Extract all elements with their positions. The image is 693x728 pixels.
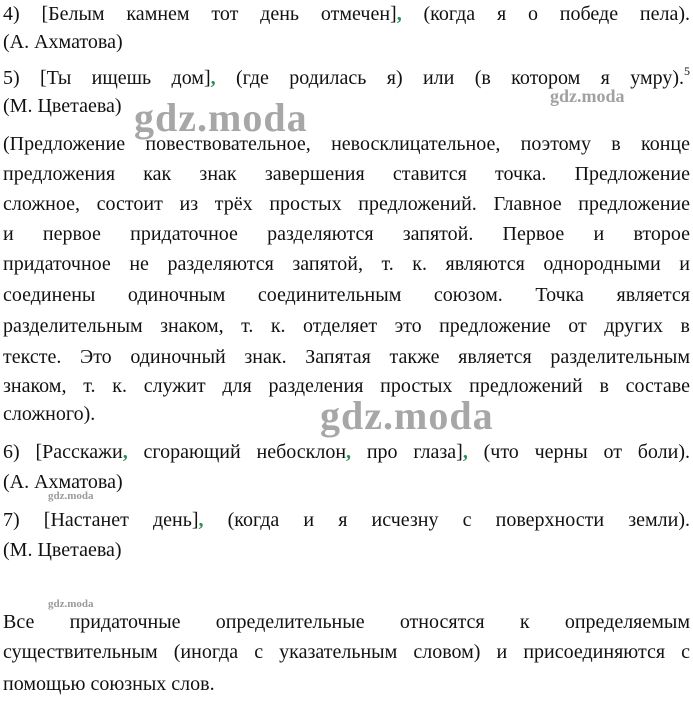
ex6-part-1: 6) [Расскажи bbox=[3, 441, 123, 463]
watermark: gdz.moda bbox=[48, 598, 94, 610]
explanation-line: соединены одиночным соединительным союзом. Точка является bbox=[3, 284, 690, 306]
watermark: gdz.moda bbox=[320, 393, 494, 438]
ex4-main-clause: 4) [Белым камнем тот день отмечен] bbox=[3, 3, 397, 25]
watermark: gdz.moda bbox=[48, 490, 94, 502]
ex5-comma: , bbox=[210, 67, 216, 89]
explanation-line: и первое придаточное разделяются запятой. Первое и второе bbox=[3, 223, 690, 245]
ex4-subordinate-clause: (когда я о победе пела). bbox=[401, 3, 690, 25]
explanation-line: тексте. Это одиночный знак. Запятая также является разделительным bbox=[3, 346, 690, 368]
conclusion-line: Все придаточные определительные относятся к определяемым bbox=[3, 611, 690, 633]
ex6-sentence bbox=[3, 438, 690, 466]
ex5-author: (М. Цветаева) bbox=[3, 95, 122, 117]
ex6-part-2: сгорающий небосклон bbox=[127, 441, 347, 463]
explanation-line: (Предложение повествовательное, невосклицательное, поэтому в конце bbox=[3, 133, 690, 155]
ex6-comma-1: , bbox=[122, 441, 128, 463]
conclusion-line: существительным (иногда с указательным словом) и присоединяются с bbox=[3, 641, 690, 663]
ex5-sentence bbox=[3, 64, 690, 92]
ex6-comma-3: , bbox=[462, 441, 468, 463]
ex7-author: (М. Цветаева) bbox=[3, 539, 122, 561]
conclusion-line: помощью союзных слов. bbox=[3, 673, 215, 695]
ex7-comma: , bbox=[198, 509, 204, 531]
explanation-line: предложения как знак завершения ставится точка. Предложение bbox=[3, 163, 690, 185]
ex5-main-clause: 5) [Ты ищешь дом] bbox=[3, 67, 211, 89]
ex4-author: (А. Ахматова) bbox=[3, 31, 123, 53]
ex6-subordinate-clause: (что черны от боли). bbox=[467, 441, 690, 463]
explanation-line: знаком, т. к. служит для разделения простых предложений в составе bbox=[3, 375, 690, 397]
watermark: gdz.moda bbox=[550, 86, 625, 106]
ex5-subordinate-clauses: (где родилась я) или (в котором я умру). bbox=[215, 67, 685, 89]
explanation-line: сложного). bbox=[3, 403, 96, 425]
ex5-footnote-marker: 5 bbox=[684, 64, 691, 78]
ex6-author: (А. Ахматова) bbox=[3, 471, 123, 493]
ex7-subordinate-clause: (когда и я исчезну с поверхности земли). bbox=[203, 509, 690, 531]
ex7-sentence bbox=[3, 506, 690, 534]
ex4-sentence bbox=[3, 0, 690, 28]
explanation-line: придаточное не разделяются запятой, т. к. являются однородными и bbox=[3, 253, 690, 275]
explanation-line: разделительным знаком, т. к. отделяет это предложение от других в bbox=[3, 315, 690, 337]
ex6-comma-2: , bbox=[346, 441, 352, 463]
ex4-comma: , bbox=[396, 3, 402, 25]
explanation-line: сложное, состоит из трёх простых предложений. Главное предложение bbox=[3, 193, 690, 215]
ex6-part-3: про глаза] bbox=[351, 441, 463, 463]
watermark: gdz.moda bbox=[134, 95, 308, 140]
ex7-main-clause: 7) [Настанет день] bbox=[3, 509, 199, 531]
